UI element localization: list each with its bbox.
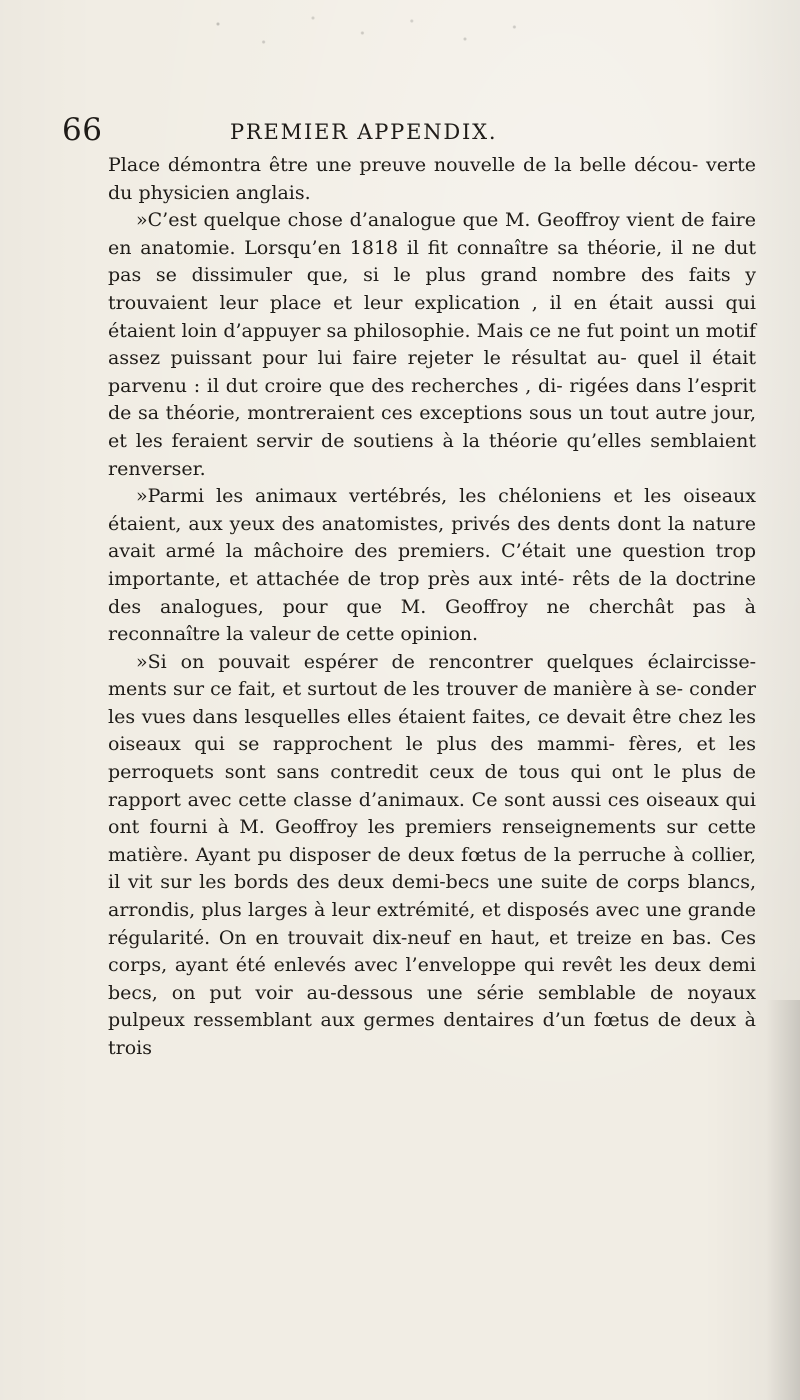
body-text [108, 152, 756, 1063]
page-edge-shadow [766, 1000, 800, 1400]
paragraph-1: Place démontra être une preuve nouvelle de la belle décou- verte du physicien anglais. [108, 154, 756, 204]
paragraph-2: »C’est quelque chose d’analogue que M. Geoffroy vient de faire en anatomie. Lorsqu’en 1818 il fit connaître sa théorie, il ne dut pas se dissimuler que, si le plus grand nombre des faits y trouvaient leur place et leur explication , il en était aussi qui étaient loin d’appuyer sa philosophie. Mais ce ne fut point un motif assez puissant pour lui faire rejeter le résultat au- quel il était parvenu : il dut croire que des recherches , di- rigées dans l’esprit de sa théorie, montreraient ces exceptions sous un tout autre jour, et les feraient servir de soutiens à la théorie qu’elles semblaient renverser. [108, 209, 756, 480]
paper-speckle [180, 0, 560, 60]
paragraph-3: »Parmi les animaux vertébrés, les chéloniens et les oiseaux étaient, aux yeux des anatomistes, privés des dents dont la nature avait armé la mâchoire des premiers. C’était une question trop importante, et attachée de trop près aux inté- rêts de la doctrine des analogues, pour que M. Geoffroy ne cherchât pas à reconnaître la valeur de cette opinion. [108, 485, 756, 646]
running-title: PREMIER APPENDIX. [230, 120, 498, 144]
page-number: 66 [62, 112, 103, 148]
page-header [62, 112, 742, 152]
paragraph-4: »Si on pouvait espérer de rencontrer quelques éclaircisse- ments sur ce fait, et surtout de les trouver de manière à se- conder les vues dans lesquelles elles étaient faites, ce devait être chez les oiseaux qui se rapprochent le plus des mammi- fères, et les perroquets sont sans contredit ceux de tous qui ont le plus de rapport avec cette classe d’animaux. Ce sont aussi ces oiseaux qui ont fourni à M. Geoffroy les premiers renseignements sur cette matière. Ayant pu disposer de deux fœtus de la perruche à collier, il vit sur les bords des deux demi-becs une suite de corps blancs, arrondis, plus larges à leur extrémité, et disposés avec une grande régularité. On en trouvait dix-neuf en haut, et treize en bas. Ces corps, ayant été enlevés avec l’enveloppe qui revêt les deux demi becs, on put voir au-dessous une série semblable de noyaux pulpeux ressemblant aux germes dentaires d’un fœtus de deux à trois [108, 650, 756, 1059]
